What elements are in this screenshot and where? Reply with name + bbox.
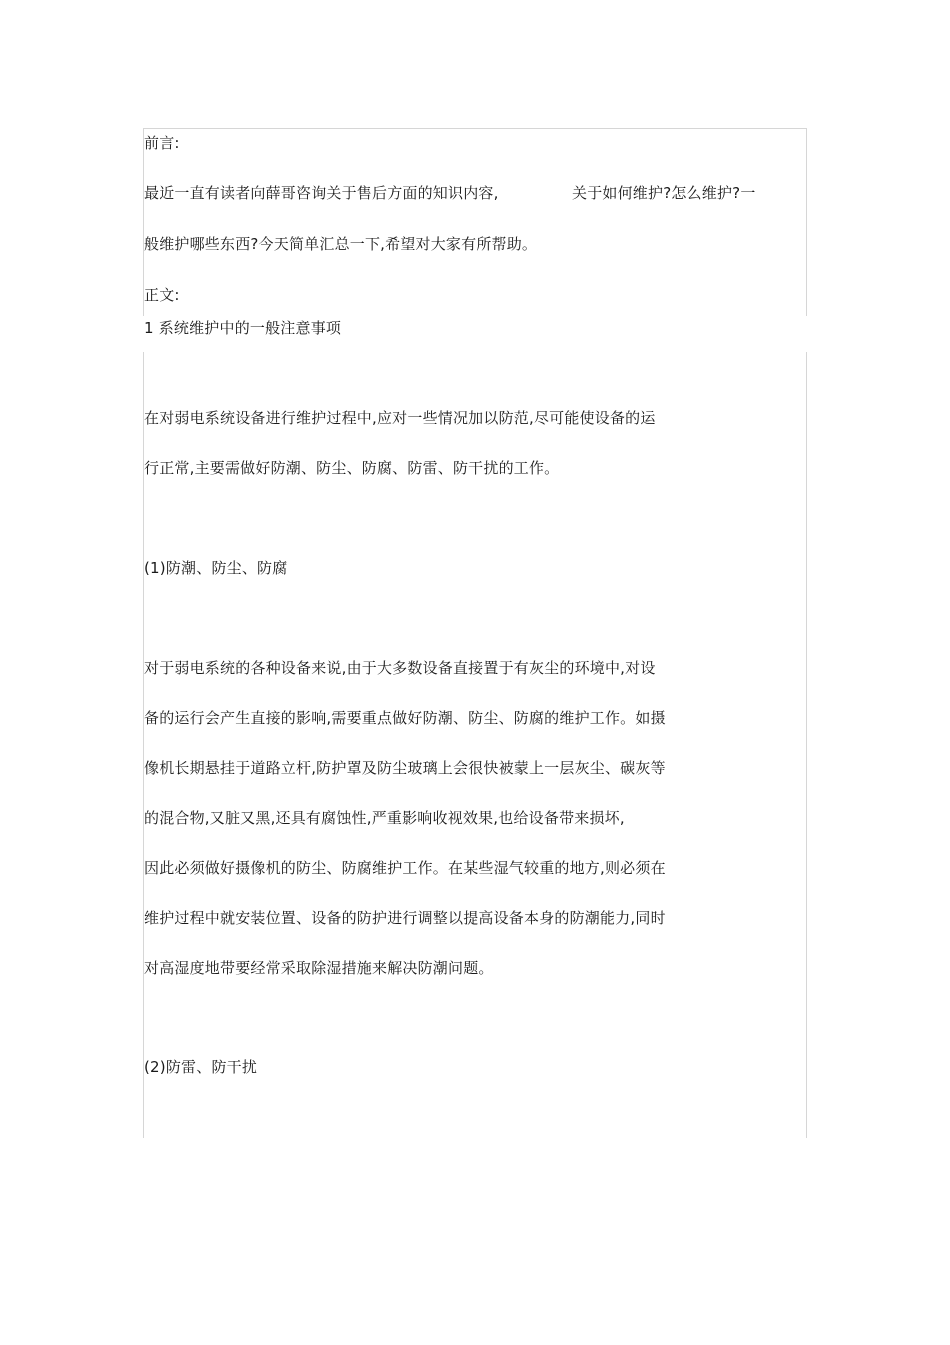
subsection-1-heading: (1)防潮、防尘、防腐 — [144, 559, 288, 577]
subsection-1-paragraph-line: 因此必须做好摄像机的防尘、防腐维护工作。在某些湿气较重的地方,则必须在 — [144, 859, 666, 877]
preface-line-2: 般维护哪些东西?今天简单汇总一下,希望对大家有所帮助。 — [144, 235, 538, 253]
subsection-1-paragraph-line: 对于弱电系统的各种设备来说,由于大多数设备直接置于有灰尘的环境中,对设 — [144, 659, 656, 677]
preface-line-1b: 关于如何维护?怎么维护?一 — [572, 184, 756, 202]
section-1-paragraph-line: 在对弱电系统设备进行维护过程中,应对一些情况加以防范,尽可能使设备的运 — [144, 409, 656, 427]
subsection-1-paragraph-line: 像机长期悬挂于道路立杆,防护罩及防尘玻璃上会很快被蒙上一层灰尘、碳灰等 — [144, 759, 666, 777]
subsection-1-paragraph-line: 对高湿度地带要经常采取除湿措施来解决防潮问题。 — [144, 959, 494, 977]
body-label: 正文: — [144, 286, 180, 304]
frame-top-rule — [143, 128, 807, 129]
preface-line-1a: 最近一直有读者向薛哥咨询关于售后方面的知识内容, — [144, 184, 499, 202]
subsection-2-heading: (2)防雷、防干扰 — [144, 1058, 258, 1076]
frame-right-rule-lower — [806, 352, 807, 1138]
section-1-heading: 1 系统维护中的一般注意事项 — [144, 319, 342, 337]
frame-right-rule — [806, 128, 807, 316]
preface-label: 前言: — [144, 134, 180, 152]
subsection-1-paragraph-line: 维护过程中就安装位置、设备的防护进行调整以提高设备本身的防潮能力,同时 — [144, 909, 666, 927]
section-1-paragraph-line: 行正常,主要需做好防潮、防尘、防腐、防雷、防干扰的工作。 — [144, 459, 560, 477]
subsection-1-paragraph-line: 备的运行会产生直接的影响,需要重点做好防潮、防尘、防腐的维护工作。如摄 — [144, 709, 666, 727]
subsection-1-paragraph-line: 的混合物,又脏又黑,还具有腐蚀性,严重影响收视效果,也给设备带来损坏, — [144, 809, 625, 827]
